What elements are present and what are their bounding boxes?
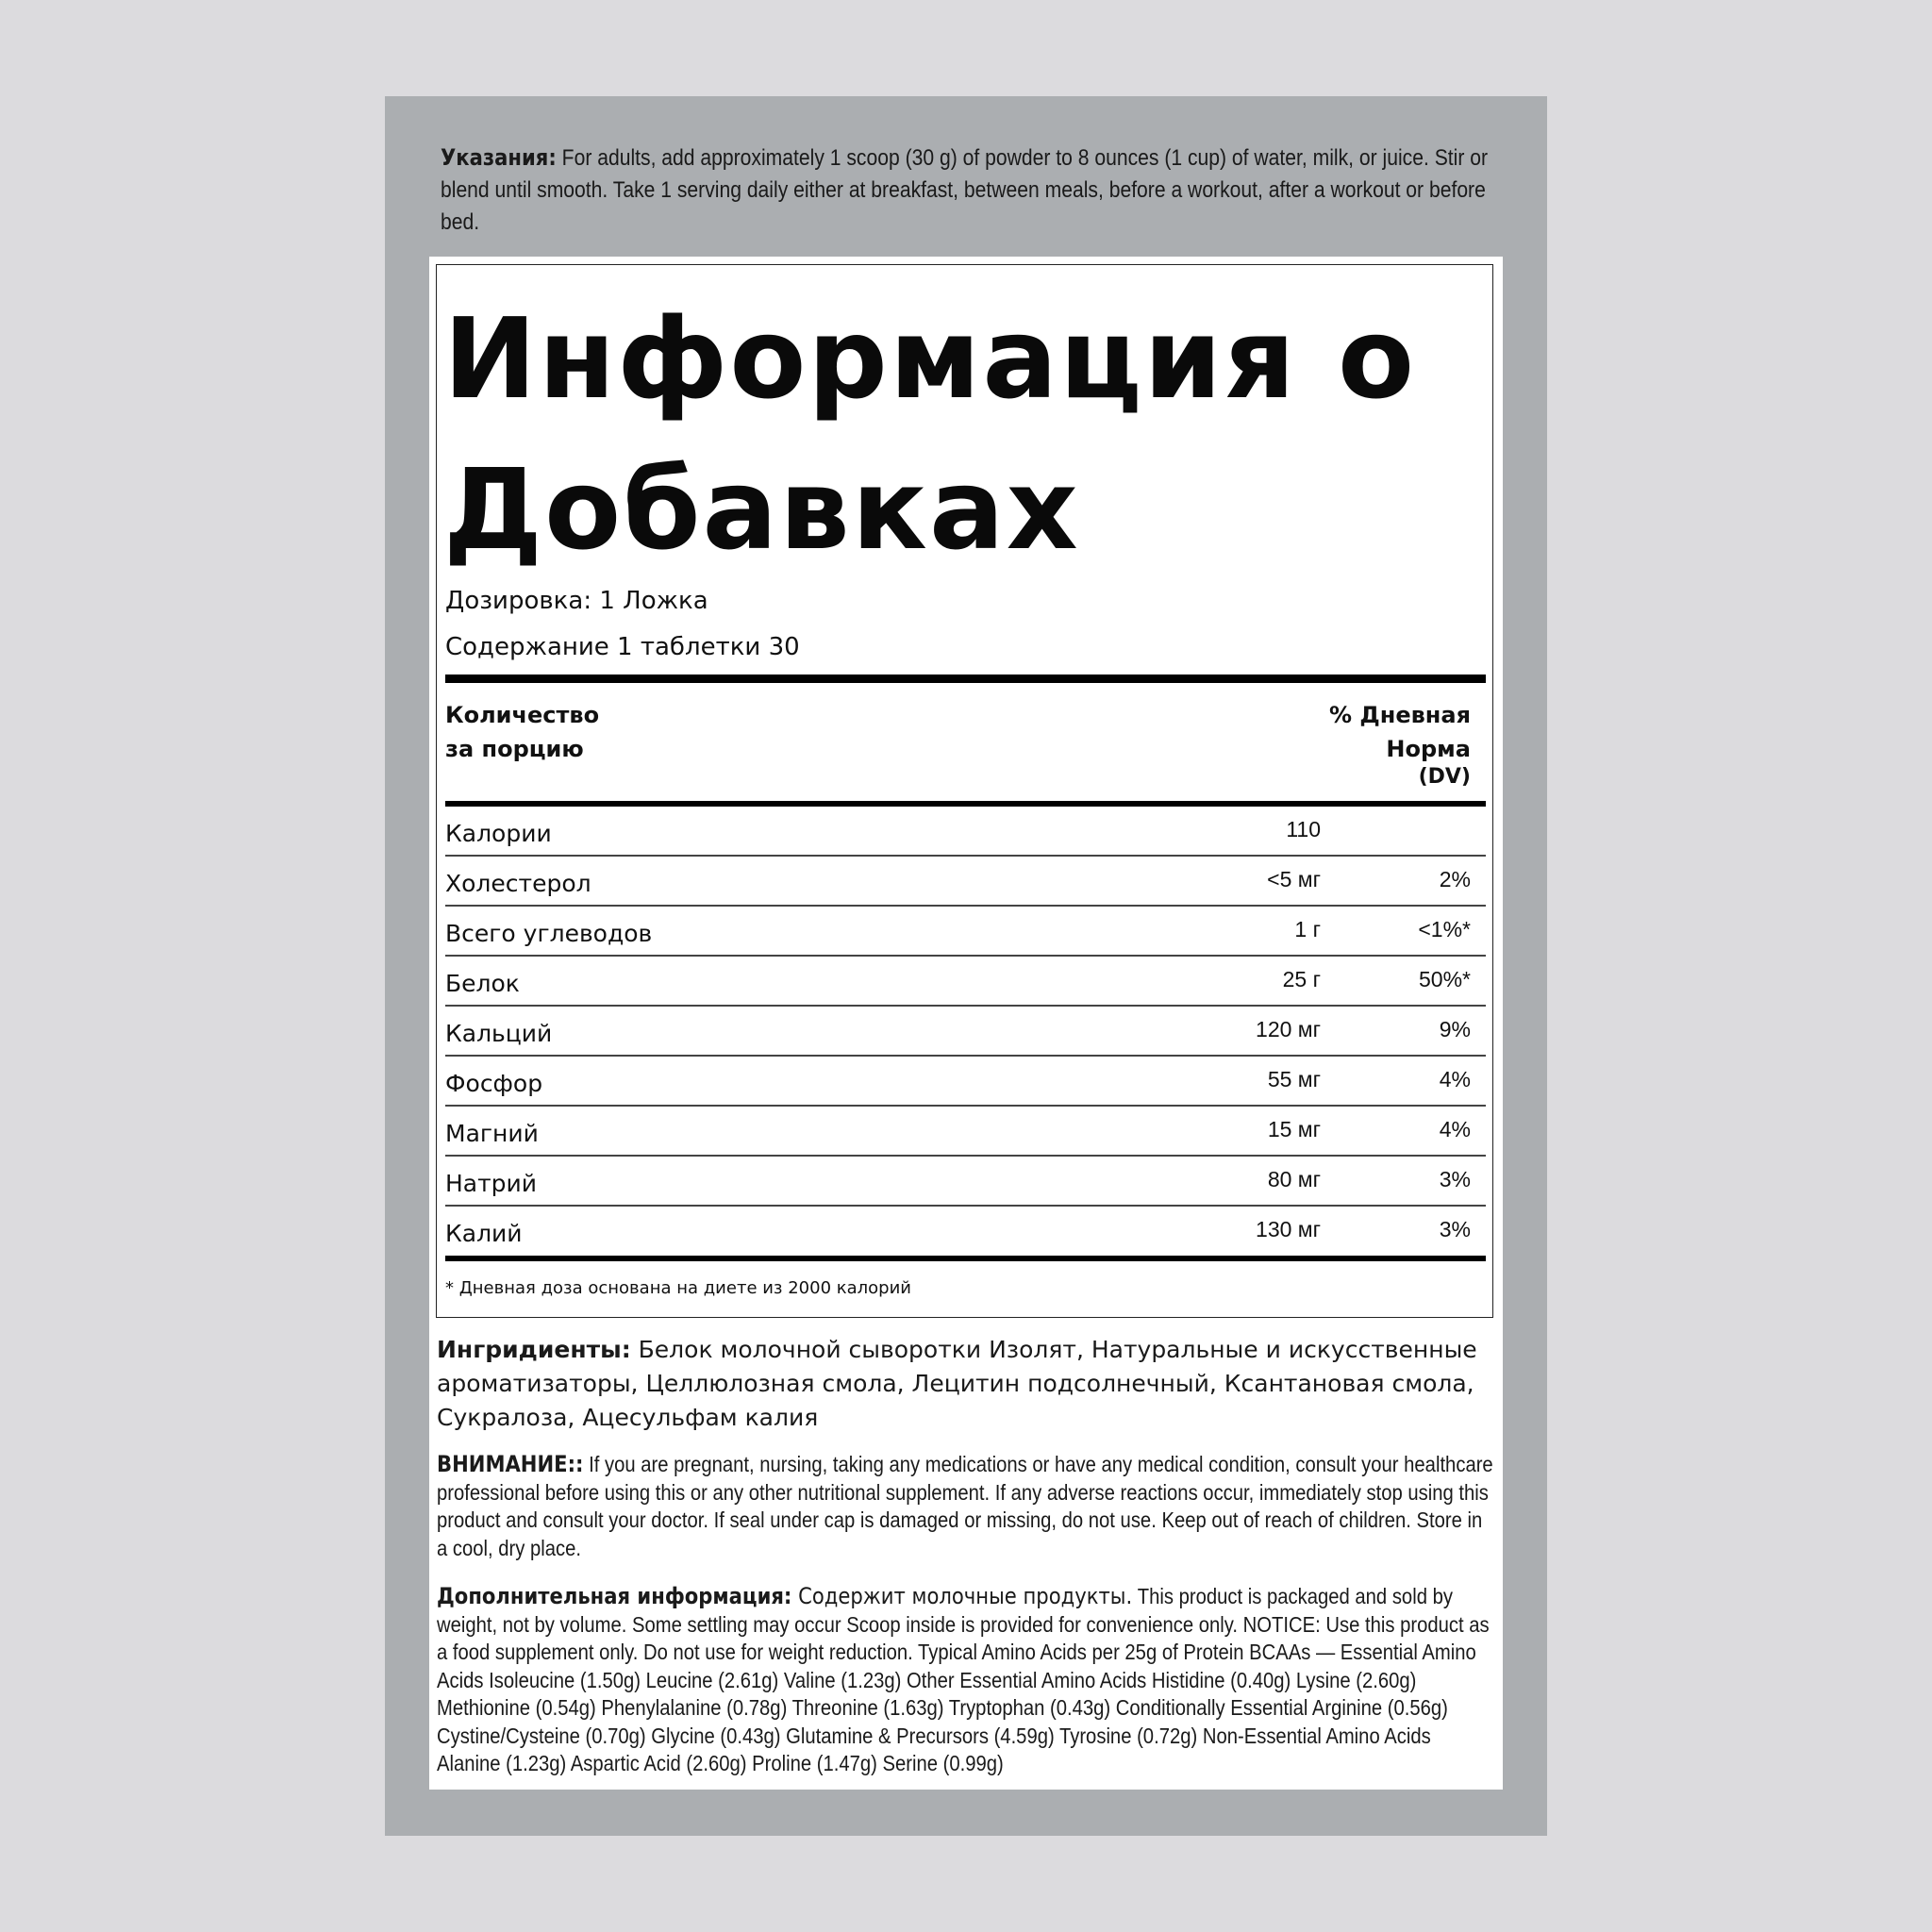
- supplement-facts-title: [443, 283, 1481, 585]
- header-dv-line-3: (DV): [1418, 765, 1471, 789]
- nutrient-row: [445, 1007, 1486, 1057]
- warning-body: If you are pregnant, nursing, taking any medications or have any medical condition, consult your healthcare professional before using this or any other nutritional supplement. If any adverse reactions occur, immediately stop using this product and consult your doctor. If seal under cap is damaged or missing, do not use. Keep out of reach of children. Store in a cool, dry place.: [437, 1452, 1493, 1560]
- header-dv-line-1: % Дневная: [1328, 702, 1471, 728]
- nutrient-row: [445, 907, 1486, 957]
- servings-per-container: Содержание 1 таблетки 30: [445, 633, 800, 661]
- title-line-1: Информация о: [443, 293, 1417, 424]
- nutrient-amount: 130 мг: [1256, 1217, 1321, 1241]
- nutrient-dv: 50%*: [1419, 967, 1471, 991]
- title-line-2: Добавках: [443, 444, 1080, 575]
- additional-info-text: [437, 1583, 1498, 1778]
- header-amount-line-2: за порцию: [445, 736, 584, 762]
- ingredients-label: Ингридиенты:: [437, 1336, 631, 1363]
- nutrient-row: [445, 857, 1486, 907]
- nutrient-name: Белок: [445, 970, 520, 997]
- nutrient-amount: 1 г: [1294, 917, 1321, 941]
- nutrient-row: [445, 957, 1486, 1007]
- nutrient-amount: 120 мг: [1256, 1017, 1321, 1041]
- nutrient-amount: 80 мг: [1267, 1167, 1321, 1191]
- nutrient-dv: 4%: [1439, 1117, 1471, 1141]
- nutrient-row: [445, 1057, 1486, 1107]
- nutrient-name: Калории: [445, 820, 552, 847]
- nutrient-dv: 4%: [1439, 1067, 1471, 1091]
- nutrient-name: Фосфор: [445, 1070, 543, 1097]
- nutrient-row: [445, 807, 1486, 857]
- warning-text: [437, 1451, 1498, 1562]
- nutrient-name: Натрий: [445, 1170, 538, 1197]
- header-amount-line-1: Количество: [445, 702, 600, 728]
- directions-body: For adults, add approximately 1 scoop (30 g) of powder to 8 ounces (1 cup) of water, milk, or juice. Stir or blend until smooth. Take 1 serving daily either at breakfast, between meals, before a workout, after a workout or before bed.: [441, 145, 1489, 235]
- additional-info-label: Дополнительная информация:: [437, 1583, 792, 1609]
- nutrient-amount: <5 мг: [1267, 867, 1321, 891]
- thick-rule-bottom: [445, 1256, 1486, 1261]
- nutrient-dv: 9%: [1439, 1017, 1471, 1041]
- nutrient-name: Всего углеводов: [445, 920, 653, 947]
- nutrient-amount: 55 мг: [1267, 1067, 1321, 1091]
- header-daily-value: [1329, 698, 1471, 794]
- daily-value-footnote: * Дневная доза основана на диете из 2000 калорий: [445, 1278, 911, 1298]
- header-dv-line-2: Норма: [1386, 736, 1471, 762]
- nutrient-row: [445, 1107, 1486, 1157]
- nutrient-dv: 2%: [1439, 867, 1471, 891]
- header-amount: [445, 698, 599, 766]
- additional-info-body: This product is packaged and sold by weight, not by volume. Some settling may occur Scoop inside is provided for convenience only. NOTICE: Use this product as a food supplement only. Do not use for weight reduction. Typical Amino Acids per 25g of Protein BCAAs — Essential Amino Acids Isoleucine (1.50g) Leucine (2.61g) Valine (1.23g) Other Essential Amino Acids Histidine (0.40g) Lysine (2.60g) Methionine (0.54g) Phenylalanine (0.78g) Threonine (1.63g) Tryptophan (0.43g) Conditionally Essential Arginine (0.56g) Cystine/Cysteine (0.70g) Glycine (0.43g) Glutamine & Precursors (4.59g) Tyrosine (0.72g) Non-Essential Amino Acids Alanine (1.23g) Aspartic Acid (2.60g) Proline (1.47g) Serine (0.99g): [437, 1584, 1490, 1775]
- additional-info-lead: Содержит молочные продукты.: [791, 1583, 1133, 1609]
- nutrient-dv: 3%: [1439, 1217, 1471, 1241]
- nutrient-amount: 25 г: [1282, 967, 1321, 991]
- nutrient-name: Калий: [445, 1220, 523, 1247]
- thick-rule-top: [445, 675, 1486, 683]
- warning-label: ВНИМАНИЕ::: [437, 1451, 584, 1477]
- directions-text: [441, 142, 1507, 239]
- ingredients-text: [437, 1333, 1493, 1435]
- nutrient-row: [445, 1157, 1486, 1207]
- nutrient-row: [445, 1207, 1486, 1257]
- directions-label: Указания:: [441, 144, 557, 171]
- nutrient-dv: <1%*: [1418, 917, 1471, 941]
- nutrient-dv: 3%: [1439, 1167, 1471, 1191]
- nutrient-amount: 110: [1286, 817, 1321, 841]
- nutrient-name: Кальций: [445, 1020, 553, 1047]
- nutrient-name: Холестерол: [445, 870, 591, 897]
- nutrient-name: Магний: [445, 1120, 539, 1147]
- nutrient-amount: 15 мг: [1267, 1117, 1321, 1141]
- serving-size: Дозировка: 1 Ложка: [445, 587, 708, 615]
- ingredients-body: Белок молочной сыворотки Изолят, Натуральные и искусственные ароматизаторы, Целлюлозная смола, Лецитин подсолнечный, Ксантановая смола, Сукралоза, Ацесульфам калия: [437, 1336, 1477, 1431]
